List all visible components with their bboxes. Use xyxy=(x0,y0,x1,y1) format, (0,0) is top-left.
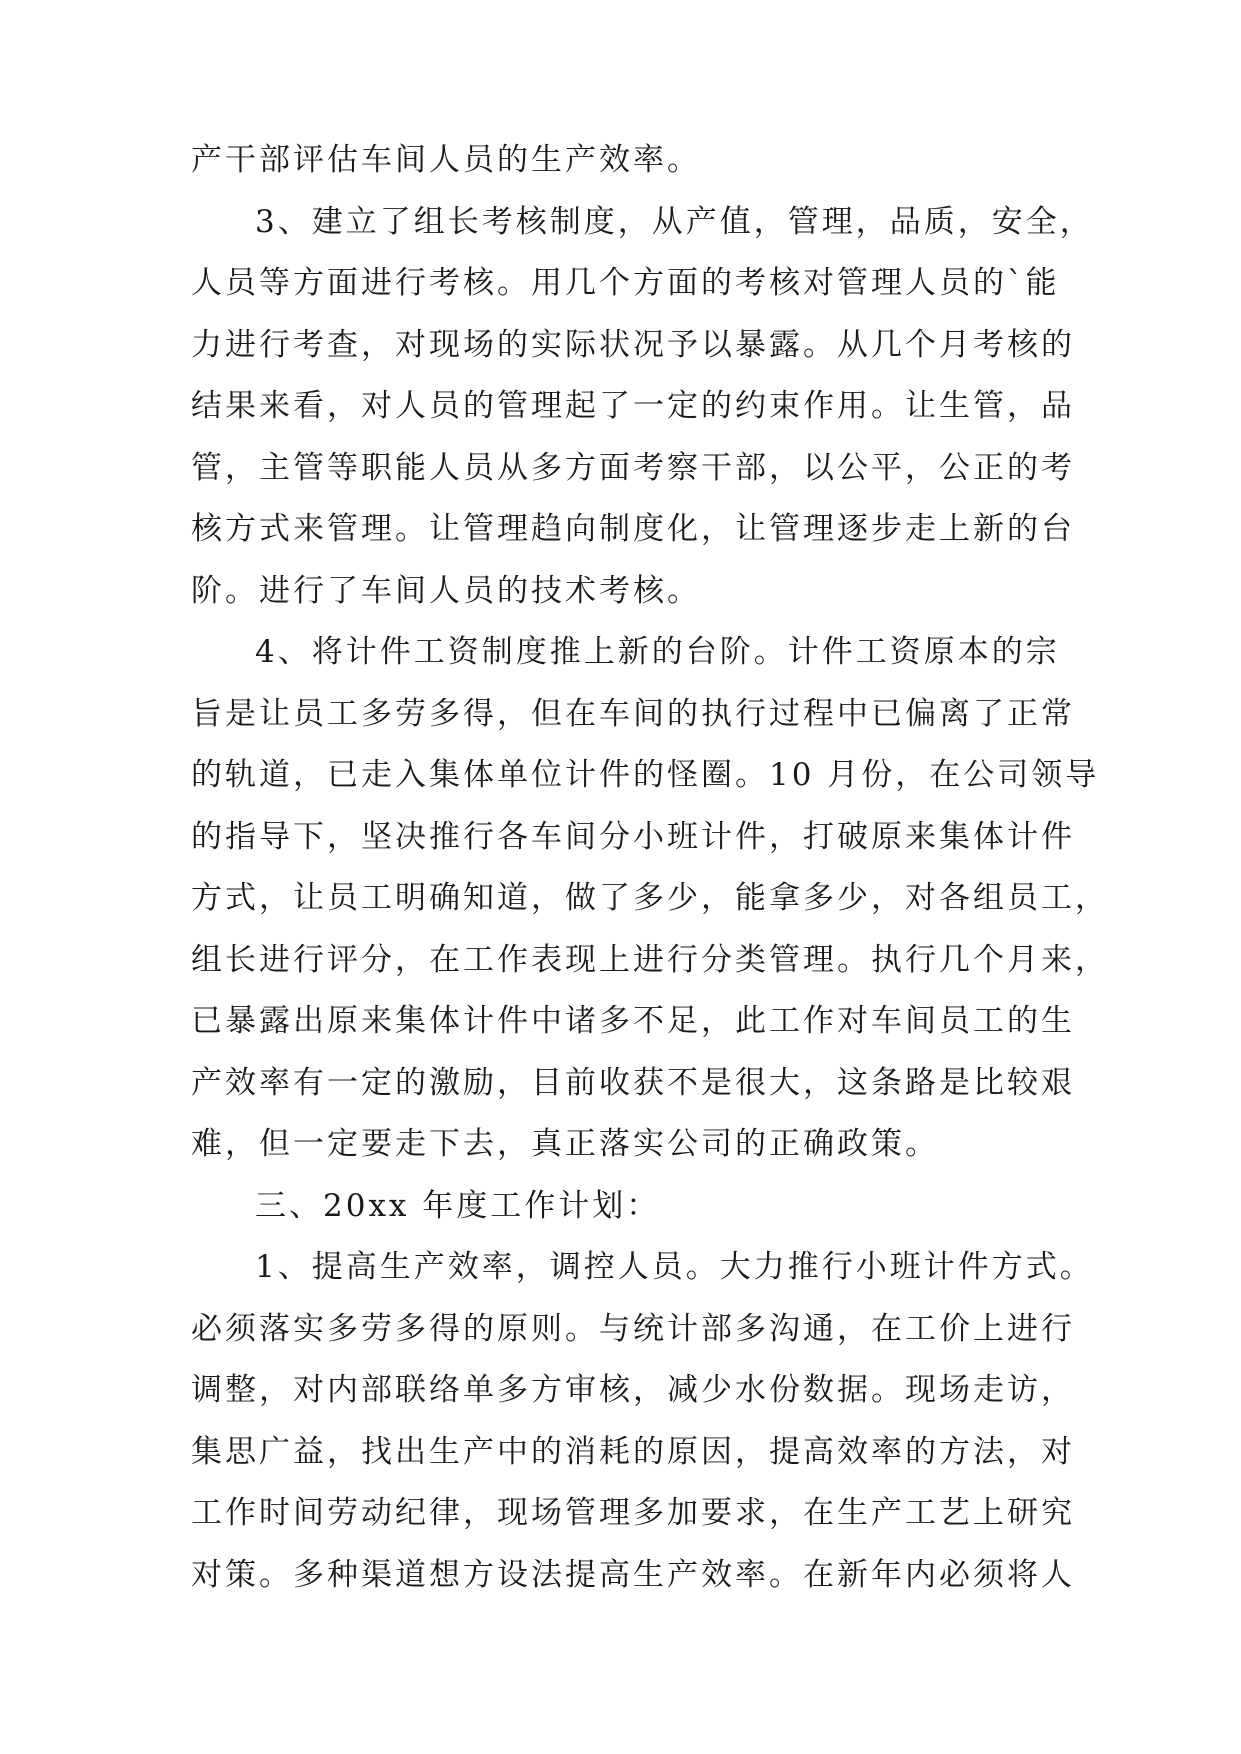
text-line: 组长进行评分，在工作表现上进行分类管理。执行几个月来， xyxy=(191,941,1109,978)
text-line: 三、20xx 年度工作计划： xyxy=(255,1187,661,1224)
text-line: 人员等方面进行考核。用几个方面的考核对管理人员的`能 xyxy=(191,265,1060,301)
document-body xyxy=(191,130,1109,1606)
text-line: 管，主管等职能人员从多方面考察干部，以公平，公正的考 xyxy=(191,449,1075,486)
text-line: 结果来看，对人员的管理起了一定的约束作用。让生管，品 xyxy=(191,388,1075,424)
text-line: 调整，对内部联络单多方审核，减少水份数据。现场走访， xyxy=(191,1372,1075,1408)
text-line: 力进行考查，对现场的实际状况予以暴露。从几个月考核的 xyxy=(191,326,1075,363)
text-line: 1、提高生产效率，调控人员。大力推行小班计件方式。 xyxy=(255,1249,1094,1285)
text-line: 的轨道，已走入集体单位计件的怪圈。10 月份，在公司领导 xyxy=(191,757,1100,793)
text-line: 已暴露出原来集体计件中诸多不足，此工作对车间员工的生 xyxy=(191,1003,1075,1039)
text-line: 3、建立了组长考核制度，从产值，管理，品质，安全， xyxy=(255,203,1094,240)
text-line: 旨是让员工多劳多得，但在车间的执行过程中已偏离了正常 xyxy=(191,695,1075,732)
text-line: 难，但一定要走下去，真正落实公司的正确政策。 xyxy=(191,1126,939,1162)
text-line: 方式，让员工明确知道，做了多少，能拿多少，对各组员工， xyxy=(191,880,1109,916)
text-line: 集思广益，找出生产中的消耗的原因，提高效率的方法，对 xyxy=(191,1433,1075,1470)
text-line: 必须落实多劳多得的原则。与统计部多沟通，在工价上进行 xyxy=(191,1310,1075,1347)
text-line: 对策。多种渠道想方设法提高生产效率。在新年内必须将人 xyxy=(191,1556,1075,1593)
text-line: 4、将计件工资制度推上新的台阶。计件工资原本的宗 xyxy=(255,634,1060,670)
text-line: 阶。进行了车间人员的技术考核。 xyxy=(191,572,701,609)
text-line: 产效率有一定的激励，目前收获不是很大，这条路是比较艰 xyxy=(191,1064,1075,1101)
text-line: 核方式来管理。让管理趋向制度化，让管理逐步走上新的台 xyxy=(191,511,1075,547)
text-line: 的指导下，坚决推行各车间分小班计件，打破原来集体计件 xyxy=(191,818,1075,855)
text-line: 产干部评估车间人员的生产效率。 xyxy=(191,142,701,178)
text-line: 工作时间劳动纪律，现场管理多加要求，在生产工艺上研究 xyxy=(191,1495,1075,1531)
